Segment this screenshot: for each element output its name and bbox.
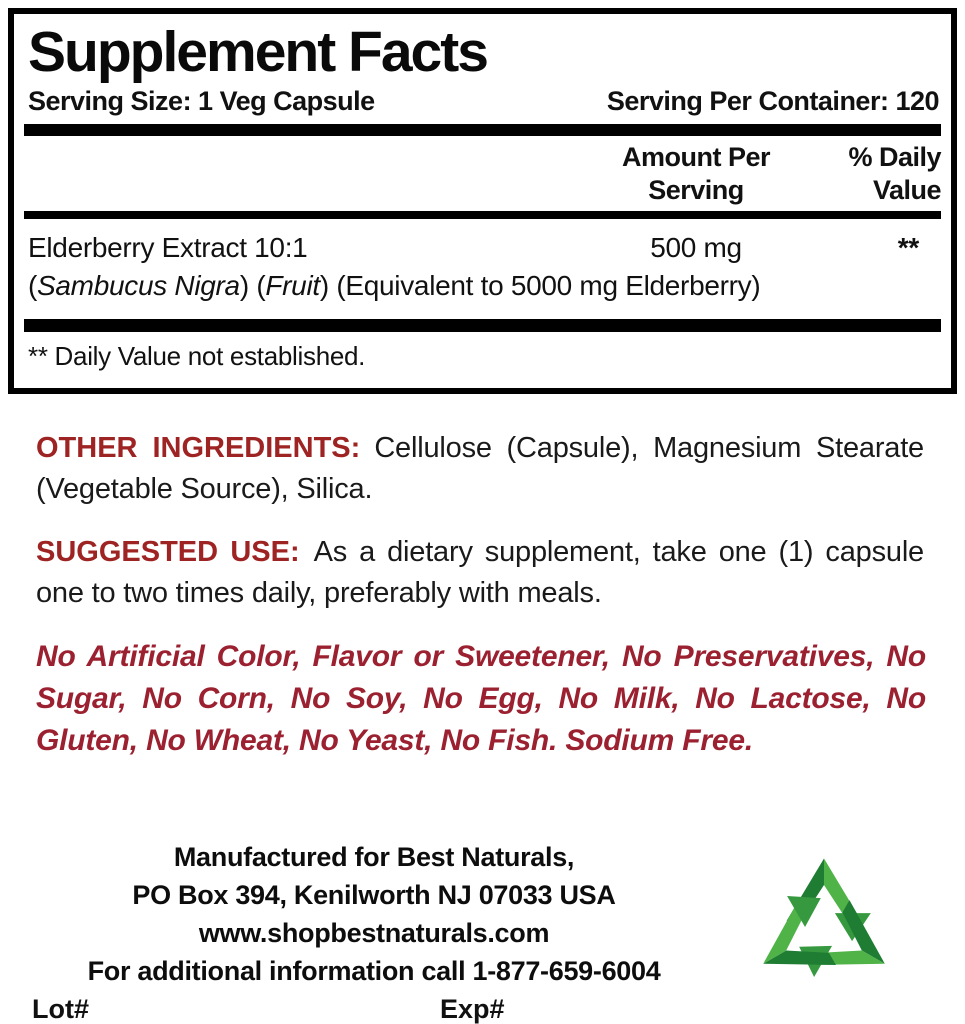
servings-per-container: Serving Per Container: 120 — [606, 86, 939, 116]
exp-label: Exp# — [440, 994, 505, 1024]
website-line: www.shopbestnaturals.com — [198, 918, 550, 948]
other-ingredients-text: Cellulose (Capsule), Magnesium Stearate (Vegetable Source), Silica. — [36, 432, 924, 505]
manufactured-for-line: Manufactured for Best Naturals, — [173, 842, 575, 872]
address-line: PO Box 394, Kenilworth NJ 07033 USA — [132, 880, 616, 910]
ingredient-detail-line — [24, 265, 941, 303]
phone-line: For additional information call 1-877-659-6004 — [87, 956, 661, 986]
daily-value-footnote: ** Daily Value not established. — [28, 341, 366, 371]
serving-size: Serving Size: 1 Veg Capsule — [28, 86, 375, 116]
amount-header-line2: Serving — [648, 175, 744, 205]
ingredient-amount: 500 mg — [650, 232, 742, 263]
ingredient-main-line — [24, 231, 941, 265]
amount-header-line1: Amount Per — [621, 142, 770, 172]
other-ingredients-heading: OTHER INGREDIENTS: — [36, 432, 361, 464]
botanical-name: Sambucus Nigra — [37, 270, 240, 301]
dv-header-line1: % Daily — [848, 142, 941, 172]
ingredient-row — [24, 219, 941, 319]
suggested-use-text: As a dietary supplement, take one (1) capsule one to two times daily, preferably with meals. — [36, 536, 924, 609]
suggested-use-paragraph — [36, 532, 924, 614]
ingredient-daily-value: ** — [897, 232, 919, 263]
detail-open-paren: ( — [28, 270, 38, 301]
serving-row — [24, 86, 941, 124]
column-header-row — [24, 136, 941, 211]
recycle-icon-svg — [746, 846, 902, 1002]
recycle-icon — [746, 846, 902, 1002]
detail-mid: ) ( — [239, 270, 266, 301]
lot-label: Lot# — [32, 994, 89, 1024]
supplement-facts-panel — [8, 8, 957, 394]
other-ingredients-paragraph — [36, 428, 924, 510]
ingredient-name: Elderberry Extract 10:1 — [28, 232, 308, 263]
daily-value-header — [811, 141, 941, 207]
divider-bar-thick — [24, 124, 941, 136]
amount-per-serving-header — [581, 141, 811, 207]
dv-header-line2: Value — [872, 175, 941, 205]
panel-title: Supplement Facts — [28, 20, 487, 84]
divider-bar-thin — [24, 211, 941, 219]
manufacturer-footer — [0, 838, 748, 1024]
free-of-statement: No Artificial Color, Flavor or Sweetener, No Preservatives, No Sugar, No Corn, No Soy, No Egg, No Milk, No Lactose, No Gluten, No Wheat, No Yeast, No Fish. Sodium Free. — [36, 640, 926, 757]
equivalence-note: ) (Equivalent to 5000 mg Elderberry) — [319, 270, 761, 301]
suggested-use-heading: SUGGESTED USE: — [36, 536, 300, 568]
lot-exp-row — [0, 990, 748, 1024]
divider-bar-mid — [24, 319, 941, 332]
plant-part: Fruit — [265, 270, 320, 301]
